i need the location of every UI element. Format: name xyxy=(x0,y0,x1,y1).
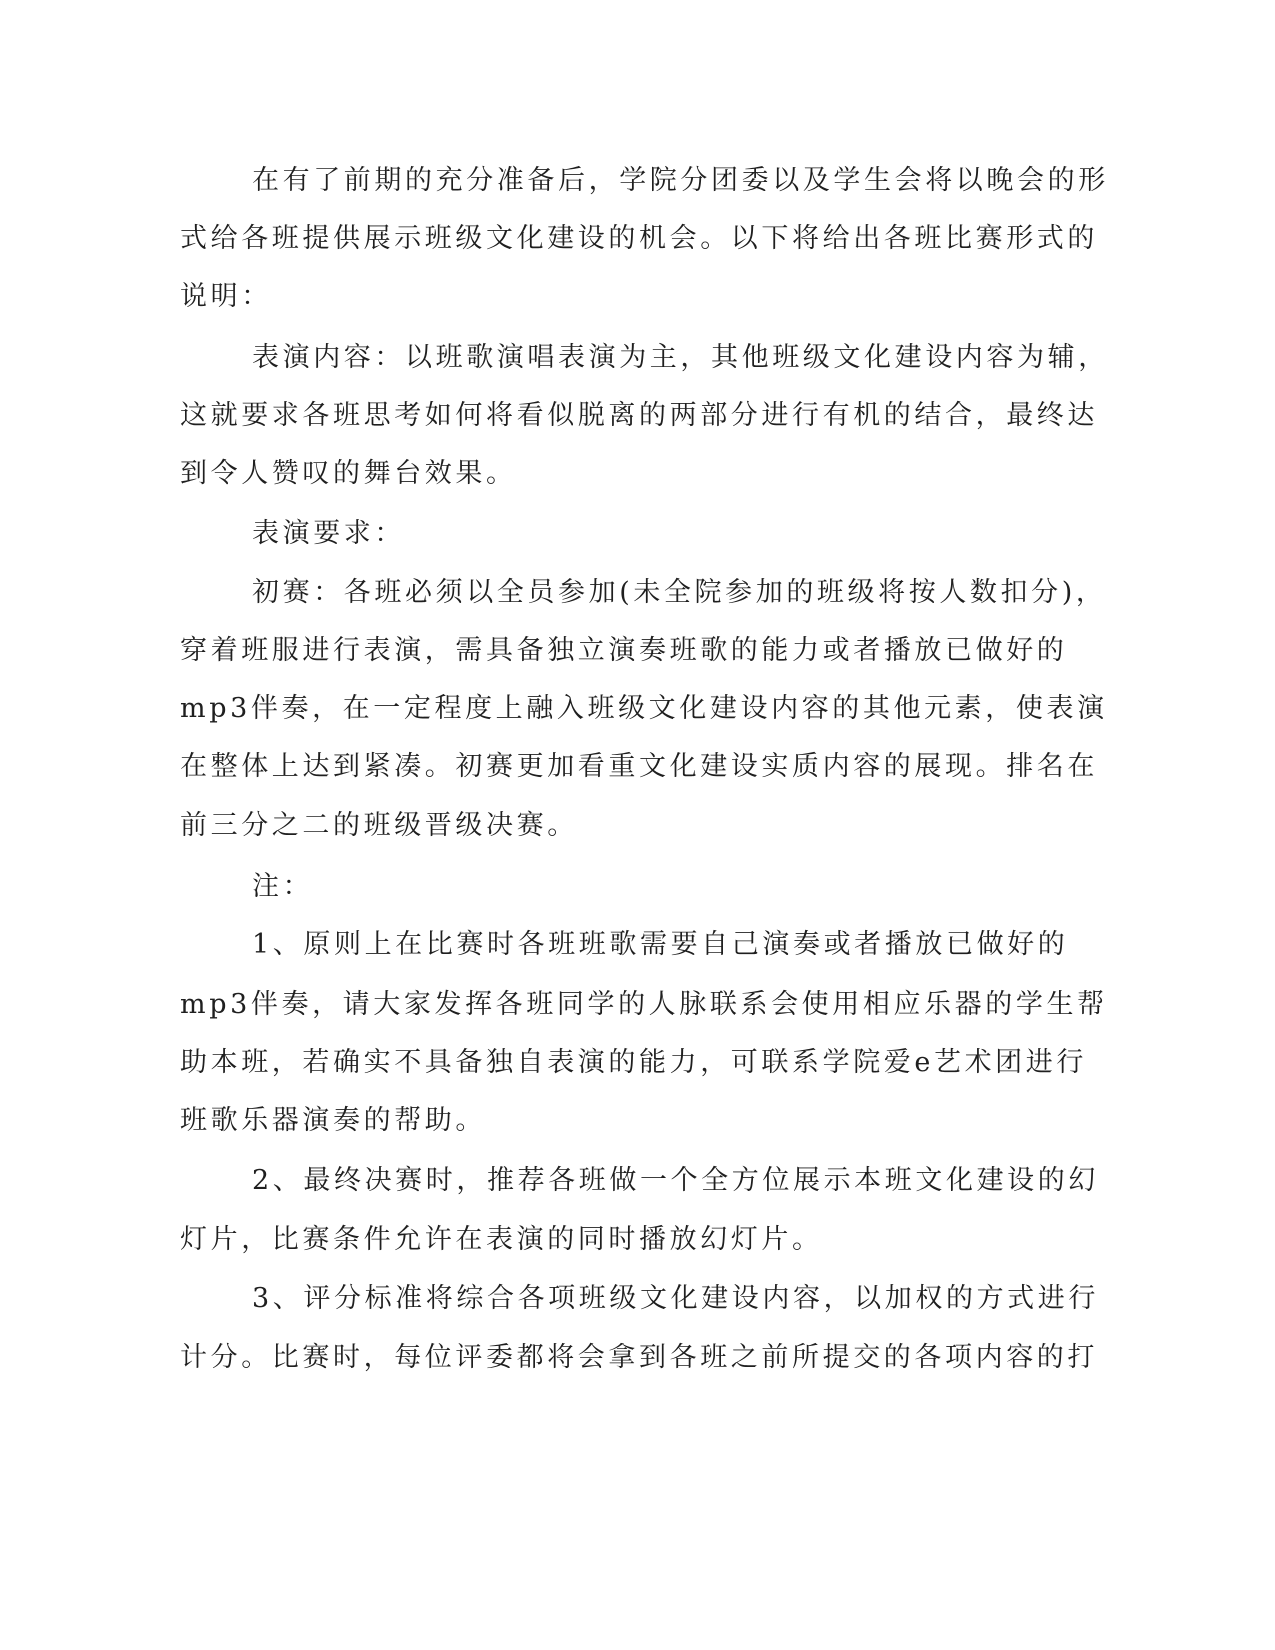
paragraph-line: 前三分之二的班级晋级决赛。 xyxy=(180,810,578,841)
paragraph-line: 计分。比赛时，每位评委都将会拿到各班之前所提交的各项内容的打 xyxy=(180,1342,1098,1373)
paragraph-line: mp3伴奏，在一定程度上融入班级文化建设内容的其他元素，使表演 xyxy=(180,693,1108,724)
paragraph-line: 班歌乐器演奏的帮助。 xyxy=(180,1105,486,1136)
paragraph-line: 3、评分标准将综合各项班级文化建设内容，以加权的方式进行 xyxy=(252,1283,1099,1314)
paragraph-line: 初赛：各班必须以全员参加(未全院参加的班级将按人数扣分)， xyxy=(252,577,1107,608)
paragraph-line: 1、原则上在比赛时各班班歌需要自己演奏或者播放已做好的 xyxy=(252,929,1069,960)
paragraph-line: 灯片，比赛条件允许在表演的同时播放幻灯片。 xyxy=(180,1224,823,1255)
paragraph-line: 到令人赞叹的舞台效果。 xyxy=(180,458,517,489)
paragraph-line: 2、最终决赛时，推荐各班做一个全方位展示本班文化建设的幻 xyxy=(252,1165,1099,1196)
paragraph-line: 穿着班服进行表演，需具备独立演奏班歌的能力或者播放已做好的 xyxy=(180,635,1068,666)
paragraph-line: 式给各班提供展示班级文化建设的机会。以下将给出各班比赛形式的 xyxy=(180,223,1098,254)
paragraph-line: 在有了前期的充分准备后，学院分团委以及学生会将以晚会的形 xyxy=(252,165,1109,196)
paragraph-line: 表演要求： xyxy=(252,518,405,549)
paragraph-line: 表演内容：以班歌演唱表演为主，其他班级文化建设内容为辅， xyxy=(252,342,1109,373)
paragraph-line: 注： xyxy=(252,871,314,902)
paragraph-line: 这就要求各班思考如何将看似脱离的两部分进行有机的结合，最终达 xyxy=(180,400,1098,431)
paragraph-line: mp3伴奏，请大家发挥各班同学的人脉联系会使用相应乐器的学生帮 xyxy=(180,989,1108,1020)
paragraph-line: 在整体上达到紧凑。初赛更加看重文化建设实质内容的展现。排名在 xyxy=(180,751,1098,782)
paragraph-line: 说明： xyxy=(180,281,272,312)
paragraph-line: 助本班，若确实不具备独自表演的能力，可联系学院爱e艺术团进行 xyxy=(180,1047,1087,1078)
